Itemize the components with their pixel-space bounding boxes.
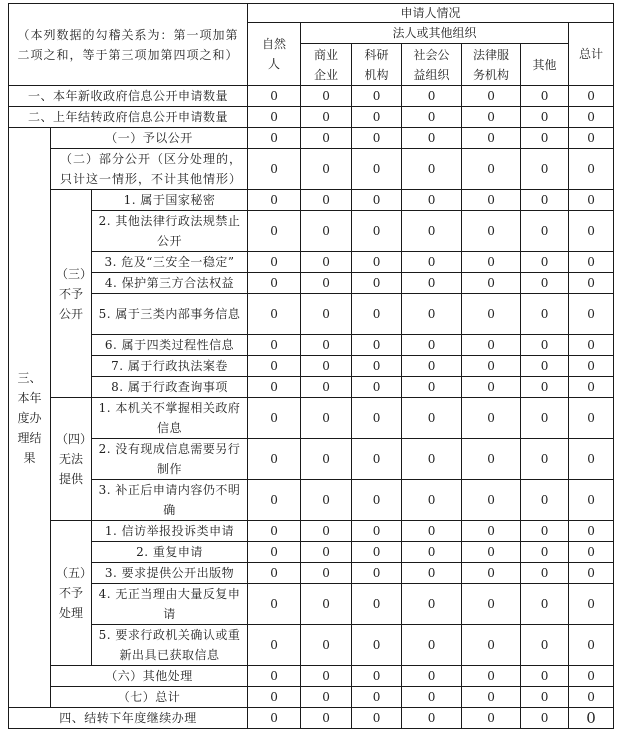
value-cell: 0 bbox=[402, 190, 462, 211]
value-cell: 0 bbox=[462, 149, 521, 190]
value-cell: 0 bbox=[569, 252, 614, 273]
value-cell: 0 bbox=[402, 687, 462, 708]
value-cell: 0 bbox=[248, 128, 301, 149]
table-row bbox=[9, 211, 614, 252]
row-label: 二、上年结转政府信息公开申请数量 bbox=[9, 107, 248, 128]
value-cell: 0 bbox=[301, 273, 352, 294]
table-row bbox=[9, 398, 614, 439]
value-cell: 0 bbox=[352, 294, 402, 335]
value-cell: 0 bbox=[352, 252, 402, 273]
table-row bbox=[9, 708, 614, 729]
row-label: 2. 其他法律行政法规禁止公开 bbox=[92, 211, 248, 252]
table-row bbox=[9, 584, 614, 625]
row-label: （七）总计 bbox=[51, 687, 248, 708]
value-cell: 0 bbox=[301, 563, 352, 584]
value-cell: 0 bbox=[462, 687, 521, 708]
table-row bbox=[9, 273, 614, 294]
value-cell: 0 bbox=[301, 190, 352, 211]
value-cell: 0 bbox=[402, 128, 462, 149]
gov-info-disclosure-table bbox=[8, 3, 614, 729]
value-cell: 0 bbox=[521, 625, 569, 666]
row-label: 一、本年新收政府信息公开申请数量 bbox=[9, 86, 248, 107]
value-cell: 0 bbox=[352, 439, 402, 480]
value-cell: 0 bbox=[301, 107, 352, 128]
value-cell: 0 bbox=[301, 625, 352, 666]
table-row bbox=[9, 356, 614, 377]
value-cell: 0 bbox=[462, 708, 521, 729]
value-cell: 0 bbox=[521, 563, 569, 584]
value-cell: 0 bbox=[402, 377, 462, 398]
row-label: 1. 信访举报投诉类申请 bbox=[92, 521, 248, 542]
table-row bbox=[9, 190, 614, 211]
value-cell: 0 bbox=[521, 584, 569, 625]
value-cell: 0 bbox=[569, 128, 614, 149]
table-row bbox=[9, 480, 614, 521]
value-cell: 0 bbox=[521, 252, 569, 273]
value-cell: 0 bbox=[569, 666, 614, 687]
row-label: 3. 危及“三安全一稳定” bbox=[92, 252, 248, 273]
value-cell: 0 bbox=[248, 584, 301, 625]
value-cell: 0 bbox=[301, 480, 352, 521]
value-cell: 0 bbox=[352, 521, 402, 542]
value-cell: 0 bbox=[569, 708, 614, 729]
value-cell: 0 bbox=[521, 273, 569, 294]
value-cell: 0 bbox=[248, 666, 301, 687]
header-note: （本列数据的勾稽关系为：第一项加第二项之和，等于第三项加第四项之和） bbox=[9, 4, 248, 86]
value-cell: 0 bbox=[569, 687, 614, 708]
value-cell: 0 bbox=[569, 563, 614, 584]
value-cell: 0 bbox=[462, 584, 521, 625]
value-cell: 0 bbox=[352, 149, 402, 190]
value-cell: 0 bbox=[248, 294, 301, 335]
value-cell: 0 bbox=[569, 190, 614, 211]
value-cell: 0 bbox=[462, 335, 521, 356]
value-cell: 0 bbox=[402, 149, 462, 190]
row-label: 6. 属于四类过程性信息 bbox=[92, 335, 248, 356]
table-row bbox=[9, 252, 614, 273]
value-cell: 0 bbox=[462, 128, 521, 149]
value-cell: 0 bbox=[569, 107, 614, 128]
value-cell: 0 bbox=[521, 356, 569, 377]
value-cell: 0 bbox=[352, 190, 402, 211]
value-cell: 0 bbox=[521, 107, 569, 128]
value-cell: 0 bbox=[462, 666, 521, 687]
value-cell: 0 bbox=[352, 107, 402, 128]
value-cell: 0 bbox=[521, 542, 569, 563]
row-label: 2. 没有现成信息需要另行制作 bbox=[92, 439, 248, 480]
value-cell: 0 bbox=[521, 480, 569, 521]
value-cell: 0 bbox=[462, 86, 521, 107]
value-cell: 0 bbox=[569, 273, 614, 294]
table-row bbox=[9, 377, 614, 398]
table-row bbox=[9, 149, 614, 190]
header-social: 社会公益组织 bbox=[402, 44, 462, 86]
row-label: 2. 重复申请 bbox=[92, 542, 248, 563]
value-cell: 0 bbox=[569, 398, 614, 439]
value-cell: 0 bbox=[462, 107, 521, 128]
row-label: 5. 要求行政机关确认或重新出具已获取信息 bbox=[92, 625, 248, 666]
group-4-label: （四）无法提供 bbox=[51, 398, 92, 521]
group-5-label: （五）不予处理 bbox=[51, 521, 92, 666]
table-row bbox=[9, 625, 614, 666]
value-cell: 0 bbox=[248, 107, 301, 128]
value-cell: 0 bbox=[352, 377, 402, 398]
value-cell: 0 bbox=[248, 687, 301, 708]
row-label: 1. 本机关不掌握相关政府信息 bbox=[92, 398, 248, 439]
value-cell: 0 bbox=[569, 335, 614, 356]
value-cell: 0 bbox=[521, 335, 569, 356]
value-cell: 0 bbox=[301, 335, 352, 356]
row-label: （二）部分公开（区分处理的，只计这一情形，不计其他情形） bbox=[51, 149, 248, 190]
value-cell: 0 bbox=[462, 398, 521, 439]
value-cell: 0 bbox=[569, 86, 614, 107]
value-cell: 0 bbox=[352, 398, 402, 439]
row-label: 3. 补正后申请内容仍不明确 bbox=[92, 480, 248, 521]
value-cell: 0 bbox=[352, 625, 402, 666]
value-cell: 0 bbox=[248, 625, 301, 666]
table-row bbox=[9, 521, 614, 542]
value-cell: 0 bbox=[248, 252, 301, 273]
value-cell: 0 bbox=[462, 480, 521, 521]
value-cell: 0 bbox=[301, 377, 352, 398]
value-cell: 0 bbox=[462, 294, 521, 335]
header-research: 科研机构 bbox=[352, 44, 402, 86]
header-commercial: 商业企业 bbox=[301, 44, 352, 86]
section-3-label: 三、本年度办理结果 bbox=[9, 128, 51, 708]
row-label: 5. 属于三类内部事务信息 bbox=[92, 294, 248, 335]
value-cell: 0 bbox=[352, 542, 402, 563]
value-cell: 0 bbox=[402, 708, 462, 729]
value-cell: 0 bbox=[462, 563, 521, 584]
value-cell: 0 bbox=[248, 356, 301, 377]
value-cell: 0 bbox=[402, 666, 462, 687]
value-cell: 0 bbox=[352, 563, 402, 584]
table-row bbox=[9, 86, 614, 107]
value-cell: 0 bbox=[301, 687, 352, 708]
value-cell: 0 bbox=[521, 687, 569, 708]
value-cell: 0 bbox=[462, 377, 521, 398]
value-cell: 0 bbox=[462, 439, 521, 480]
value-cell: 0 bbox=[301, 128, 352, 149]
value-cell: 0 bbox=[248, 273, 301, 294]
table-row bbox=[9, 294, 614, 335]
value-cell: 0 bbox=[248, 377, 301, 398]
value-cell: 0 bbox=[521, 86, 569, 107]
value-cell: 0 bbox=[248, 211, 301, 252]
row-label: 4. 无正当理由大量反复申请 bbox=[92, 584, 248, 625]
value-cell: 0 bbox=[569, 356, 614, 377]
header-row-1 bbox=[9, 4, 614, 23]
value-cell: 0 bbox=[402, 542, 462, 563]
row-label: 4. 保护第三方合法权益 bbox=[92, 273, 248, 294]
value-cell: 0 bbox=[402, 563, 462, 584]
value-cell: 0 bbox=[569, 542, 614, 563]
row-label: 1. 属于国家秘密 bbox=[92, 190, 248, 211]
value-cell: 0 bbox=[352, 356, 402, 377]
group-3-label: （三）不予公开 bbox=[51, 190, 92, 398]
value-cell: 0 bbox=[521, 377, 569, 398]
value-cell: 0 bbox=[352, 273, 402, 294]
value-cell: 0 bbox=[301, 149, 352, 190]
row-label: （一）予以公开 bbox=[51, 128, 248, 149]
value-cell: 0 bbox=[248, 335, 301, 356]
value-cell: 0 bbox=[301, 439, 352, 480]
header-applicant: 申请人情况 bbox=[248, 4, 614, 23]
value-cell: 0 bbox=[301, 294, 352, 335]
value-cell: 0 bbox=[301, 356, 352, 377]
value-cell: 0 bbox=[402, 398, 462, 439]
value-cell: 0 bbox=[521, 190, 569, 211]
value-cell: 0 bbox=[248, 86, 301, 107]
value-cell: 0 bbox=[569, 439, 614, 480]
table-row bbox=[9, 563, 614, 584]
row-label: （六）其他处理 bbox=[51, 666, 248, 687]
header-legal-org: 法人或其他组织 bbox=[301, 23, 569, 44]
value-cell: 0 bbox=[352, 584, 402, 625]
value-cell: 0 bbox=[248, 708, 301, 729]
table-row bbox=[9, 128, 614, 149]
value-cell: 0 bbox=[402, 294, 462, 335]
row-label: 四、结转下年度继续办理 bbox=[9, 708, 248, 729]
value-cell: 0 bbox=[301, 521, 352, 542]
value-cell: 0 bbox=[352, 211, 402, 252]
value-cell: 0 bbox=[402, 521, 462, 542]
value-cell: 0 bbox=[521, 398, 569, 439]
value-cell: 0 bbox=[248, 439, 301, 480]
value-cell: 0 bbox=[248, 542, 301, 563]
value-cell: 0 bbox=[521, 521, 569, 542]
value-cell: 0 bbox=[402, 356, 462, 377]
value-cell: 0 bbox=[301, 211, 352, 252]
value-cell: 0 bbox=[402, 273, 462, 294]
value-cell: 0 bbox=[352, 480, 402, 521]
table-row bbox=[9, 687, 614, 708]
value-cell: 0 bbox=[248, 149, 301, 190]
value-cell: 0 bbox=[248, 398, 301, 439]
value-cell: 0 bbox=[352, 708, 402, 729]
value-cell: 0 bbox=[301, 86, 352, 107]
value-cell: 0 bbox=[569, 480, 614, 521]
value-cell: 0 bbox=[301, 542, 352, 563]
value-cell: 0 bbox=[462, 273, 521, 294]
value-cell: 0 bbox=[402, 335, 462, 356]
value-cell: 0 bbox=[521, 666, 569, 687]
value-cell: 0 bbox=[569, 149, 614, 190]
row-label: 8. 属于行政查询事项 bbox=[92, 377, 248, 398]
row-label: 7. 属于行政执法案卷 bbox=[92, 356, 248, 377]
value-cell: 0 bbox=[462, 211, 521, 252]
table-row bbox=[9, 542, 614, 563]
value-cell: 0 bbox=[402, 584, 462, 625]
value-cell: 0 bbox=[462, 252, 521, 273]
value-cell: 0 bbox=[521, 149, 569, 190]
value-cell: 0 bbox=[301, 666, 352, 687]
value-cell: 0 bbox=[352, 335, 402, 356]
value-cell: 0 bbox=[301, 398, 352, 439]
value-cell: 0 bbox=[521, 128, 569, 149]
value-cell: 0 bbox=[301, 252, 352, 273]
row-label: 3. 要求提供公开出版物 bbox=[92, 563, 248, 584]
value-cell: 0 bbox=[402, 252, 462, 273]
value-cell: 0 bbox=[352, 666, 402, 687]
value-cell: 0 bbox=[462, 190, 521, 211]
value-cell: 0 bbox=[352, 86, 402, 107]
value-cell: 0 bbox=[402, 86, 462, 107]
value-cell: 0 bbox=[301, 708, 352, 729]
value-cell: 0 bbox=[569, 377, 614, 398]
table-row bbox=[9, 107, 614, 128]
value-cell: 0 bbox=[402, 211, 462, 252]
value-cell: 0 bbox=[569, 211, 614, 252]
value-cell: 0 bbox=[352, 128, 402, 149]
header-total: 总计 bbox=[569, 23, 614, 86]
value-cell: 0 bbox=[248, 563, 301, 584]
value-cell: 0 bbox=[569, 584, 614, 625]
value-cell: 0 bbox=[402, 107, 462, 128]
value-cell: 0 bbox=[569, 521, 614, 542]
value-cell: 0 bbox=[301, 584, 352, 625]
value-cell: 0 bbox=[569, 294, 614, 335]
value-cell: 0 bbox=[569, 625, 614, 666]
table-row bbox=[9, 439, 614, 480]
value-cell: 0 bbox=[248, 190, 301, 211]
value-cell: 0 bbox=[248, 480, 301, 521]
table-row bbox=[9, 335, 614, 356]
value-cell: 0 bbox=[521, 211, 569, 252]
value-cell: 0 bbox=[402, 625, 462, 666]
header-natural-person: 自然人 bbox=[248, 23, 301, 86]
table-row bbox=[9, 666, 614, 687]
value-cell: 0 bbox=[462, 521, 521, 542]
value-cell: 0 bbox=[462, 625, 521, 666]
value-cell: 0 bbox=[521, 439, 569, 480]
header-legal-service: 法律服务机构 bbox=[462, 44, 521, 86]
value-cell: 0 bbox=[462, 356, 521, 377]
value-cell: 0 bbox=[402, 439, 462, 480]
value-cell: 0 bbox=[521, 708, 569, 729]
value-cell: 0 bbox=[248, 521, 301, 542]
value-cell: 0 bbox=[402, 480, 462, 521]
header-other: 其他 bbox=[521, 44, 569, 86]
value-cell: 0 bbox=[352, 687, 402, 708]
value-cell: 0 bbox=[462, 542, 521, 563]
value-cell: 0 bbox=[521, 294, 569, 335]
